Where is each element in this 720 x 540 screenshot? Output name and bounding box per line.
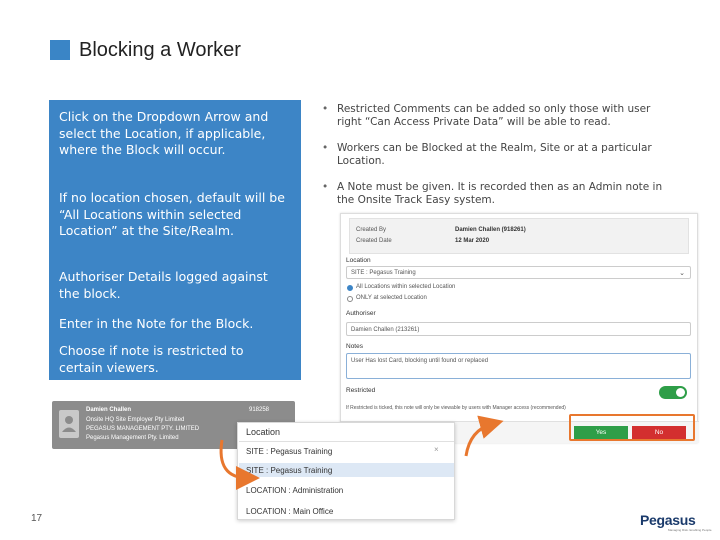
radio-only-location-label: ONLY at selected Location: [356, 295, 427, 301]
instruction-default-location: If no location chosen, default will be “All Locations within selected Location” at the Site/Realm.: [59, 190, 285, 238]
bullet-block-levels: • Workers can be Blocked at the Realm, Site or at a particular Location.: [322, 142, 667, 168]
restricted-help-text: If Restricted is ticked, this note will only be viewable by users with Manager access (recommended): [346, 405, 566, 411]
notes-label: Notes: [346, 343, 363, 350]
instruction-dropdown: Click on the Dropdown Arrow and select the Location, if applicable, where the Block will occur.: [59, 109, 269, 157]
avatar-icon: [59, 410, 79, 438]
dropdown-option[interactable]: LOCATION : Main Office: [246, 507, 334, 516]
radio-all-locations-label: All Locations within selected Location: [356, 284, 456, 290]
divider: [239, 441, 454, 442]
yes-button[interactable]: Yes: [574, 426, 628, 440]
instruction-note: Enter in the Note for the Block.: [59, 316, 254, 331]
created-date-label: Created Date: [356, 238, 392, 244]
location-select[interactable]: [346, 266, 691, 279]
notes-textarea[interactable]: [346, 353, 691, 379]
worker-name: Damien Challen: [86, 407, 132, 413]
radio-only-location[interactable]: [347, 296, 353, 302]
dropdown-option[interactable]: SITE : Pegasus Training: [246, 466, 333, 475]
created-by-value: Damien Challen (918261): [455, 227, 526, 233]
bullet-restricted-comments: • Restricted Comments can be added so only those with user right “Can Access Private Data” will be able to read.: [322, 103, 667, 129]
created-by-label: Created By: [356, 227, 387, 233]
no-button[interactable]: No: [632, 426, 686, 440]
yes-no-highlight-frame: [569, 414, 695, 441]
instruction-authoriser: Authoriser Details logged against the block.: [59, 269, 268, 301]
created-date-value: 12 Mar 2020: [455, 238, 490, 244]
block-form-screenshot: [340, 213, 698, 443]
location-label: Location: [346, 257, 371, 264]
worker-line-2: PEGASUS MANAGEMENT PTY. LIMITED: [86, 426, 200, 432]
instructions-panel: [49, 100, 301, 380]
page-number: 17: [31, 513, 43, 524]
restricted-toggle[interactable]: [659, 386, 687, 399]
pegasus-logo: Pegasus: [640, 512, 696, 528]
dropdown-selected-value[interactable]: SITE : Pegasus Training: [246, 447, 333, 456]
created-info-box: [349, 218, 689, 254]
notes-value: User Has lost Card, blocking until found or replaced: [351, 358, 489, 364]
dropdown-option[interactable]: LOCATION : Administration: [246, 486, 344, 495]
chevron-down-icon[interactable]: ⌄: [679, 270, 685, 277]
logo-tagline: Managing Risk. Enabling People.: [668, 528, 713, 532]
worker-id: 918258: [249, 407, 270, 413]
worker-line-3: Pegasus Management Pty. Limited: [86, 435, 179, 441]
slide-title: Blocking a Worker: [79, 39, 241, 61]
clear-icon[interactable]: ×: [434, 445, 439, 454]
authoriser-label: Authoriser: [346, 310, 376, 317]
worker-line-1: Onsite HQ Site Employer Pty Limited: [86, 417, 185, 423]
location-select-value: SITE : Pegasus Training: [351, 270, 416, 276]
authoriser-value: Damien Challen (213261): [351, 327, 420, 333]
authoriser-field[interactable]: [346, 322, 691, 336]
dropdown-header: Location: [246, 427, 281, 437]
bullet-note-required: • A Note must be given. It is recorded then as an Admin note in the Onsite Track Easy system.: [322, 181, 667, 207]
location-dropdown[interactable]: [237, 422, 455, 520]
instruction-restricted: Choose if note is restricted to certain viewers.: [59, 343, 244, 375]
restricted-label: Restricted: [346, 387, 376, 394]
radio-all-locations[interactable]: [347, 285, 353, 291]
title-bullet-square: [50, 40, 70, 60]
